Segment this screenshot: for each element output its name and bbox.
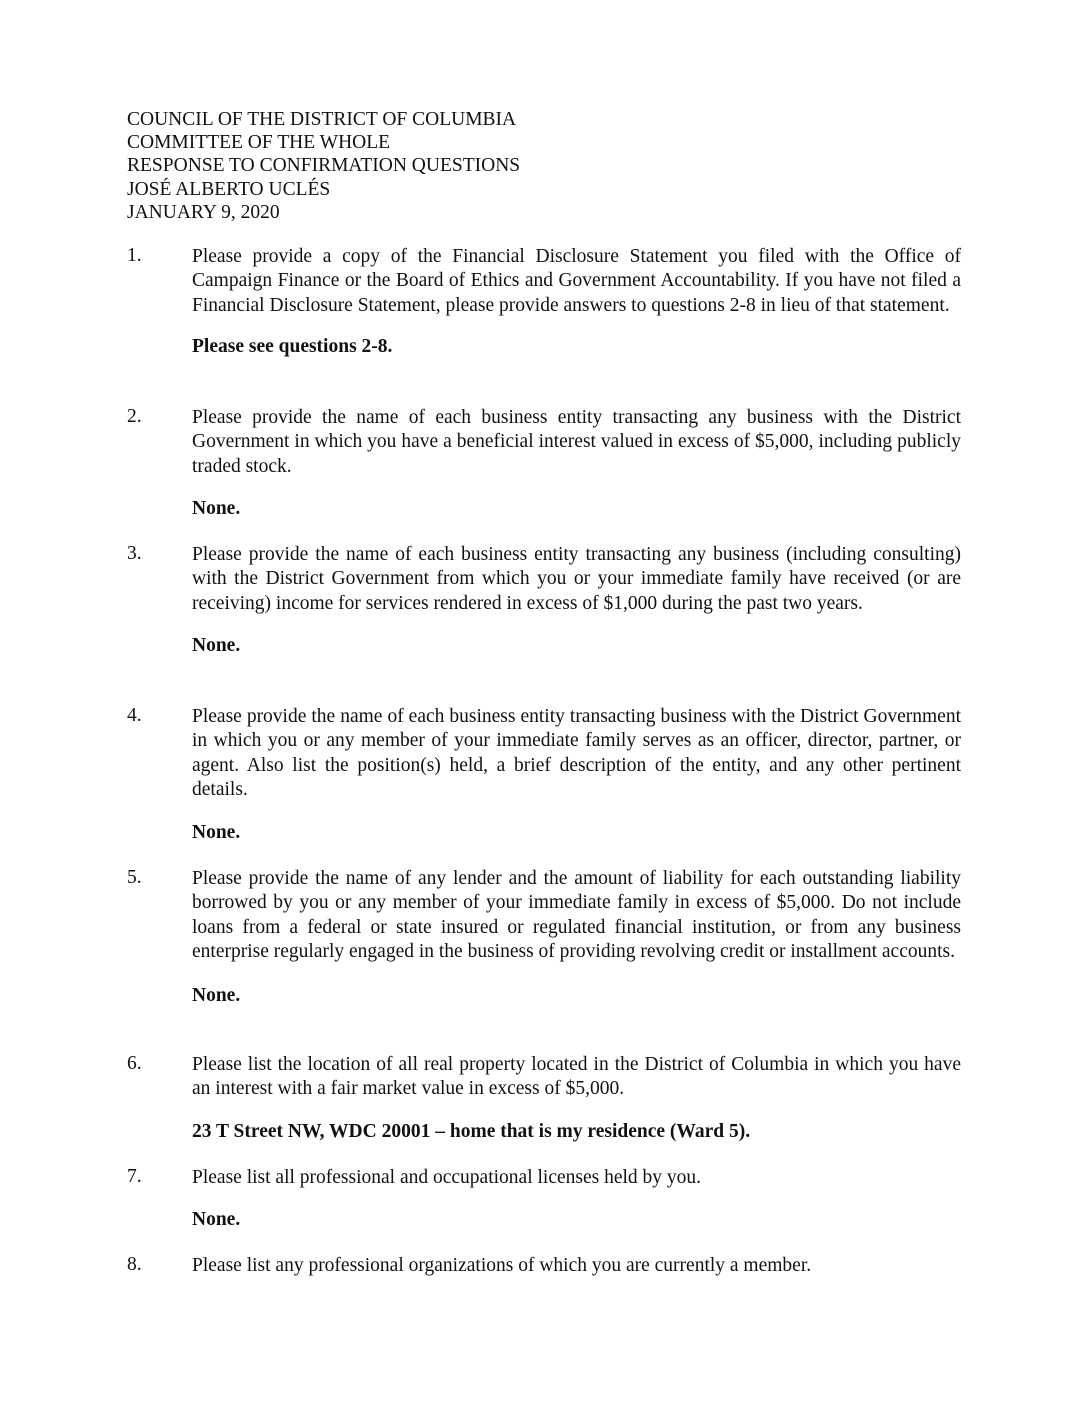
question-number: 5. bbox=[127, 867, 142, 888]
answer-text: None. bbox=[192, 635, 241, 657]
question-number: 7. bbox=[127, 1166, 142, 1187]
question-text: Please list all professional and occupational licenses held by you. bbox=[192, 1167, 702, 1188]
answer-text: None. bbox=[192, 1209, 241, 1231]
question-number: 8. bbox=[127, 1254, 142, 1275]
question-text: Please list the location of all real property located in the District of Columbia in which you have an interest with a fair market value in excess of $5,000. bbox=[192, 1054, 961, 1100]
answer-text: None. bbox=[192, 498, 241, 520]
question-number: 3. bbox=[127, 543, 142, 564]
question-item-8 bbox=[127, 1254, 961, 1278]
question-number: 2. bbox=[127, 406, 142, 427]
question-text: Please provide a copy of the Financial Disclosure Statement you filed with the Office of Campaign Finance or the Board of Ethics and Government Accountability. If you have not filed a Financial Disclosure Statement, please provide answers to questions 2-8 in lieu of that statement. bbox=[192, 246, 961, 316]
header-council: COUNCIL OF THE DISTRICT OF COLUMBIA bbox=[127, 109, 517, 130]
answer-text: None. bbox=[192, 984, 241, 1006]
question-item-1 bbox=[127, 245, 961, 359]
question-item-4 bbox=[127, 705, 961, 845]
header-committee: COMMITTEE OF THE WHOLE bbox=[127, 132, 391, 154]
header-date: JANUARY 9, 2020 bbox=[127, 201, 280, 223]
question-text: Please provide the name of each business entity transacting any business with the District Government in which you have a beneficial interest valued in excess of $5,000, including publicly traded stock. bbox=[192, 407, 961, 477]
question-item-7 bbox=[127, 1166, 961, 1232]
question-item-6 bbox=[127, 1053, 961, 1144]
question-text: Please provide the name of each business entity transacting any business (including consulting) with the District Government from which you or your immediate family have received (or are receiving) income for services rendered in excess of $1,000 during the past two years. bbox=[192, 544, 961, 614]
question-item-2 bbox=[127, 406, 961, 521]
answer-text: Please see questions 2-8. bbox=[192, 336, 393, 358]
question-number: 6. bbox=[127, 1053, 142, 1074]
header-nominee: JOSÉ ALBERTO UCLÉS bbox=[127, 178, 331, 200]
question-text: Please provide the name of each business entity transacting business with the District Government in which you or any member of your immediate family serves as an officer, director, partner, or agent. Also list the position(s) held, a brief description of the entity, and any other pertinent details. bbox=[192, 706, 961, 801]
question-text: Please list any professional organizations of which you are currently a member. bbox=[192, 1255, 812, 1276]
document-header bbox=[127, 108, 520, 224]
answer-text: None. bbox=[192, 821, 241, 843]
answer-text: 23 T Street NW, WDC 20001 – home that is my residence (Ward 5). bbox=[192, 1120, 751, 1142]
header-subject: RESPONSE TO CONFIRMATION QUESTIONS bbox=[127, 155, 521, 177]
question-number: 4. bbox=[127, 705, 142, 726]
question-item-5 bbox=[127, 867, 961, 1008]
question-item-3 bbox=[127, 543, 961, 658]
question-number: 1. bbox=[127, 245, 142, 266]
question-text: Please provide the name of any lender and the amount of liability for each outstanding liability borrowed by you or any member of your immediate family in excess of $5,000. Do not include loans from a federal or state insured or regulated financial institution, or from any business enterprise regularly engaged in the business of providing revolving credit or installment accounts. bbox=[192, 868, 961, 963]
